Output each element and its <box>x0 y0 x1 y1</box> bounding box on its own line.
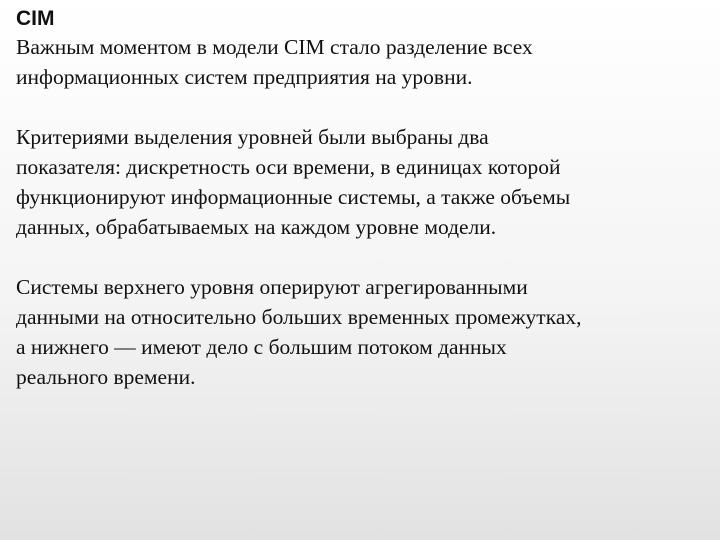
paragraph-line: реального времени. <box>16 365 196 389</box>
paragraph-line: а нижнего — имеют дело с большим потоком данных <box>16 335 507 359</box>
slide-content <box>16 6 716 392</box>
paragraph-line: Критериями выделения уровней были выбраны два <box>16 125 489 149</box>
paragraph-line: данных, обрабатываемых на каждом уровне модели. <box>16 215 497 239</box>
paragraph-intro <box>16 32 716 92</box>
paragraph-line: функционируют информационные системы, а также объемы <box>16 185 571 209</box>
paragraph-line: Системы верхнего уровня оперируют агрегированными <box>16 275 528 299</box>
paragraph-levels <box>16 272 716 392</box>
paragraph-line: показателя: дискретность оси времени, в единицах которой <box>16 155 561 179</box>
paragraph-criteria <box>16 122 716 242</box>
paragraph-line: информационных систем предприятия на уровни. <box>16 65 473 89</box>
slide-title: CIM <box>16 7 55 30</box>
paragraph-line: данными на относительно больших временных промежутках, <box>16 305 582 329</box>
paragraph-line: Важным моментом в модели CIM стало разделение всех <box>16 35 533 59</box>
